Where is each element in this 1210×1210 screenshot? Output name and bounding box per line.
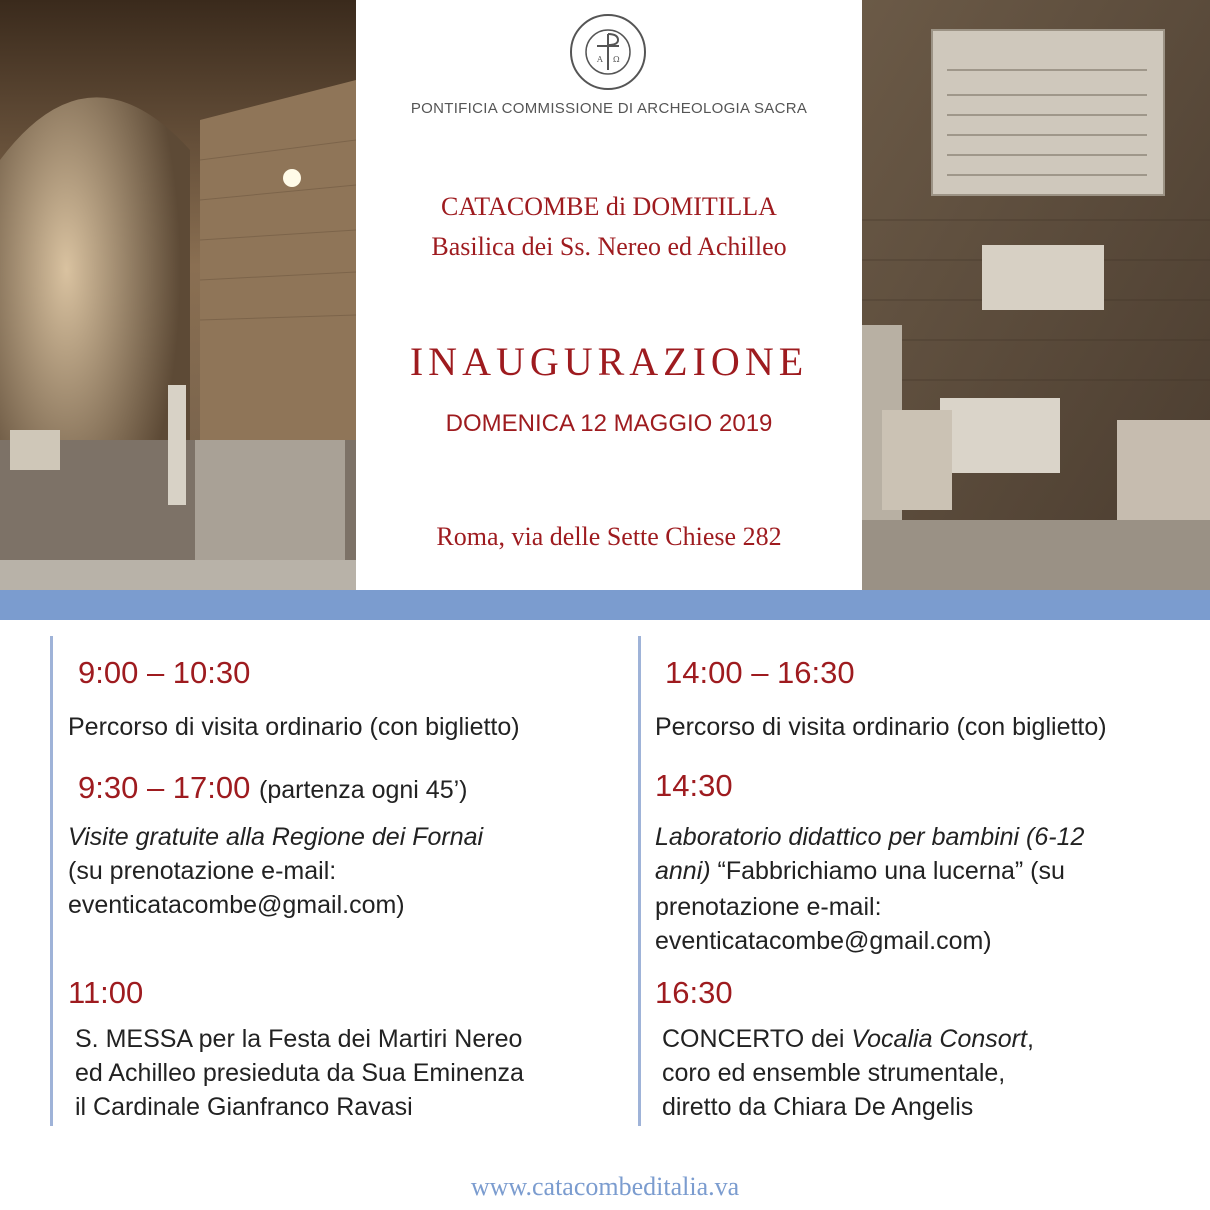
- schedule-time: 16:30: [655, 975, 733, 1010]
- schedule-description: (su prenotazione e-mail:: [68, 857, 337, 885]
- inscription-wall-photo: [862, 0, 1210, 590]
- schedule-time: 11:00: [68, 975, 144, 1010]
- schedule-description: Percorso di visita ordinario (con biglietto): [68, 713, 520, 741]
- site-subtitle: Basilica dei Ss. Nereo ed Achilleo: [431, 232, 787, 261]
- schedule-description: [655, 820, 1084, 854]
- schedule-italic-text: Vocalia Consort: [851, 1025, 1027, 1053]
- schedule-italic-text: Visite gratuite alla Regione dei Fornai: [68, 823, 484, 851]
- schedule-description: [68, 820, 483, 854]
- schedule-description: ed Achilleo presieduta da Sua Eminenza: [75, 1059, 524, 1087]
- schedule-description: S. MESSA per la Festa dei Martiri Nereo: [75, 1025, 523, 1053]
- website-link[interactable]: www.catacombeditalia.va: [470, 1172, 740, 1201]
- divider-band: [0, 590, 1210, 620]
- schedule-italic-text: anni): [655, 857, 711, 885]
- schedule-description: diretto da Chiara De Angelis: [662, 1093, 974, 1121]
- schedule-description: Percorso di visita ordinario (con biglietto): [655, 713, 1107, 741]
- schedule-text: ,: [1026, 1025, 1034, 1053]
- schedule-time: 14:30: [655, 768, 733, 803]
- schedule-description: il Cardinale Gianfranco Ravasi: [75, 1093, 413, 1121]
- schedule-italic-text: Laboratorio didattico per bambini (6-12: [655, 823, 1085, 851]
- event-title: INAUGURAZIONE: [409, 339, 809, 384]
- site-title: CATACOMBE di DOMITILLA: [441, 192, 777, 221]
- schedule-time-row: [78, 770, 467, 806]
- schedule-time: 14:00 – 16:30: [665, 655, 855, 690]
- schedule-description: prenotazione e-mail:: [655, 893, 882, 921]
- organization-name: PONTIFICIA COMMISSIONE DI ARCHEOLOGIA SACRA: [410, 100, 808, 117]
- schedule-note: (partenza ogni 45’): [259, 776, 468, 804]
- schedule-time: 9:00 – 10:30: [78, 655, 251, 690]
- schedule-description: [662, 1022, 1034, 1056]
- catacomb-basilica-photo: [0, 0, 356, 590]
- event-address: Roma, via delle Sette Chiese 282: [436, 522, 782, 551]
- left-column-rule: [50, 636, 53, 1126]
- schedule-text: CONCERTO dei: [662, 1025, 852, 1053]
- event-date: DOMENICA 12 MAGGIO 2019: [445, 410, 773, 437]
- booking-email[interactable]: eventicatacombe@gmail.com): [655, 927, 992, 955]
- schedule-description: coro ed ensemble strumentale,: [662, 1059, 1006, 1087]
- schedule-description: [655, 854, 1065, 888]
- booking-email[interactable]: eventicatacombe@gmail.com): [68, 891, 405, 919]
- hero-text-panel: [356, 0, 862, 590]
- schedule-text: “Fabbrichiamo una lucerna” (su: [710, 857, 1065, 885]
- svg-text:Ω: Ω: [613, 55, 620, 64]
- svg-text:A: A: [597, 55, 603, 64]
- schedule-time: 9:30 – 17:00: [78, 770, 251, 805]
- chi-rho-seal-icon: [568, 12, 648, 92]
- right-column-rule: [638, 636, 641, 1126]
